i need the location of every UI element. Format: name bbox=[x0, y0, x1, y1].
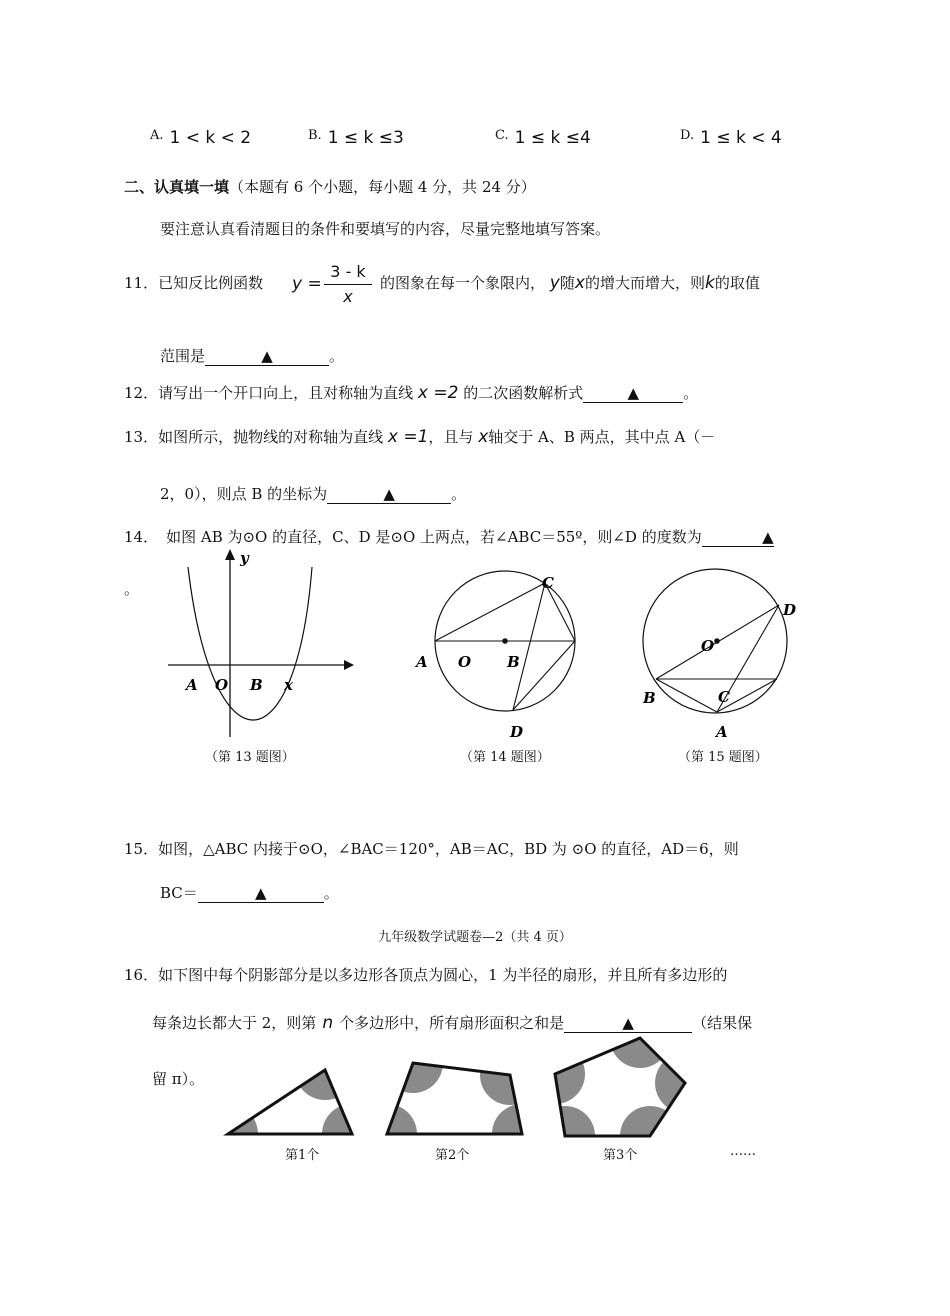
question-number: 13． bbox=[124, 428, 159, 446]
question-number: 14． bbox=[124, 528, 159, 546]
option-expr: 1 ≤ k ≤4 bbox=[514, 128, 591, 148]
label-o: O bbox=[458, 653, 472, 671]
question-text: 每条边长都大于 2，则第 bbox=[152, 1014, 317, 1032]
question-text: 随 bbox=[559, 274, 575, 292]
question-text: 如图，△ABC 内接于⊙O，∠BAC＝120°，AB＝AC，BD 为 ⊙O 的直径，AD＝6，则 bbox=[158, 840, 739, 858]
question-text: 。 bbox=[323, 884, 339, 902]
option-letter: D. bbox=[680, 128, 695, 143]
label-d: D bbox=[510, 723, 524, 741]
question-text: 请写出一个开口向上，且对称轴为直线 bbox=[158, 384, 414, 402]
answer-blank[interactable] bbox=[205, 348, 329, 366]
fraction-denominator: x bbox=[343, 287, 353, 306]
question-text: 如图所示，抛物线的对称轴为直线 bbox=[158, 428, 384, 446]
question-11-line1 bbox=[124, 272, 263, 293]
figure-16-caption-2: 第2个 bbox=[435, 1148, 470, 1163]
section-header bbox=[124, 176, 536, 197]
question-text: 的取值 bbox=[714, 274, 760, 292]
math-var: k bbox=[704, 273, 715, 293]
question-14 bbox=[124, 526, 774, 547]
page-footer: 九年级数学试题卷—2（共 4 页） bbox=[378, 930, 572, 945]
question-text: 。 bbox=[329, 347, 345, 365]
figure-16-polygons bbox=[220, 1030, 700, 1142]
blank-triangle-icon: ▲ bbox=[622, 1014, 634, 1032]
label-c: C bbox=[718, 688, 730, 706]
question-text: 2，0），则点 B 的坐标为 bbox=[160, 485, 328, 503]
figure-15-caption: （第 15 题图） bbox=[678, 750, 768, 765]
question-13-line1 bbox=[124, 426, 715, 447]
figure-16-caption-1: 第1个 bbox=[285, 1148, 320, 1163]
question-text: 的增大而增大，则 bbox=[584, 274, 705, 292]
label-d: D bbox=[783, 601, 797, 619]
label-y: y bbox=[240, 549, 249, 567]
label-b: B bbox=[507, 653, 520, 671]
question-15 bbox=[124, 838, 739, 859]
label-o: O bbox=[215, 676, 229, 694]
fraction-numerator: 3 - k bbox=[330, 262, 366, 281]
math-var: x bbox=[478, 427, 489, 447]
math-var: y bbox=[549, 273, 560, 293]
question-text: 如下图中每个阴影部分是以多边形各顶点为圆心，1 为半径的扇形，并且所有多边形的 bbox=[158, 966, 728, 984]
label-a: A bbox=[186, 676, 198, 694]
math-equation: x =2 bbox=[417, 383, 459, 403]
figure-14-circle bbox=[408, 570, 598, 745]
pentagon-sectors bbox=[525, 1030, 700, 1142]
option-b bbox=[308, 128, 404, 148]
question-16-line1 bbox=[124, 964, 727, 985]
answer-blank[interactable] bbox=[198, 885, 324, 903]
question-number: 11． bbox=[124, 274, 159, 292]
question-text: 范围是 bbox=[160, 347, 206, 365]
blank-triangle-icon: ▲ bbox=[261, 347, 273, 365]
blank-triangle-icon: ▲ bbox=[627, 384, 639, 402]
question-11-rest bbox=[380, 272, 760, 293]
section-note: （本题有 6 个小题，每小题 4 分，共 24 分） bbox=[229, 178, 536, 196]
figure-15-circle bbox=[634, 560, 814, 745]
q11-function-lhs: y = bbox=[292, 274, 322, 294]
center-dot bbox=[502, 638, 508, 644]
math-var: x bbox=[574, 273, 585, 293]
parabola-curve bbox=[188, 567, 312, 720]
label-a: A bbox=[416, 653, 428, 671]
question-16-line3: 留 π）。 bbox=[152, 1070, 205, 1088]
figure-13-caption: （第 13 题图） bbox=[205, 750, 295, 765]
question-number: 15． bbox=[124, 840, 159, 858]
question-text: 的二次函数解析式 bbox=[463, 384, 584, 402]
answer-blank[interactable] bbox=[702, 529, 774, 547]
blank-triangle-icon: ▲ bbox=[762, 528, 774, 546]
math-var: n bbox=[322, 1013, 334, 1033]
label-c: C bbox=[542, 574, 554, 592]
answer-blank[interactable] bbox=[327, 486, 451, 504]
question-15-line2 bbox=[160, 882, 339, 903]
option-c bbox=[495, 128, 591, 148]
question-text: 已知反比例函数 bbox=[158, 274, 264, 292]
label-a: A bbox=[716, 723, 728, 741]
question-number: 12． bbox=[124, 384, 159, 402]
question-text: 。 bbox=[451, 485, 467, 503]
triangle-sectors bbox=[220, 1040, 382, 1142]
option-letter: C. bbox=[495, 128, 509, 143]
question-text: BC＝ bbox=[160, 884, 198, 902]
label-b: B bbox=[643, 689, 656, 707]
question-text: 的图象在每一个象限内， bbox=[380, 274, 546, 292]
quadrilateral-sectors bbox=[357, 1033, 552, 1142]
option-d bbox=[680, 128, 782, 148]
question-13-line2 bbox=[160, 483, 466, 504]
answer-blank[interactable] bbox=[583, 385, 683, 403]
blank-triangle-icon: ▲ bbox=[255, 884, 267, 902]
option-expr: 1 ≤ k ≤3 bbox=[327, 128, 404, 148]
y-axis-arrow-icon bbox=[225, 549, 235, 560]
section-title: 二、认真填一填 bbox=[124, 178, 230, 196]
figure-16-caption-3: 第3个 bbox=[603, 1148, 638, 1163]
x-axis-arrow-icon bbox=[344, 660, 354, 670]
question-text: 如图 AB 为⊙O 的直径，C、D 是⊙O 上两点，若∠ABC＝55º，则∠D 的度数为 bbox=[166, 528, 702, 546]
label-o: O bbox=[701, 637, 715, 655]
figure-13-parabola bbox=[160, 545, 370, 740]
option-letter: B. bbox=[308, 128, 322, 143]
q11-fraction bbox=[324, 262, 372, 306]
question-12 bbox=[124, 382, 698, 403]
math-equation: x =1 bbox=[387, 427, 429, 447]
question-text: 个多边形中，所有扇形面积之和是 bbox=[339, 1014, 565, 1032]
label-x: x bbox=[284, 676, 293, 694]
chord-cd bbox=[513, 583, 545, 710]
question-14-end: 。 bbox=[124, 580, 140, 598]
option-expr: 1 ≤ k < 4 bbox=[700, 128, 782, 148]
center-dot bbox=[714, 638, 720, 644]
question-text: 轴交于 A、B 两点，其中点 A（－ bbox=[488, 428, 716, 446]
question-number: 16． bbox=[124, 966, 159, 984]
figure-16-ellipsis: …… bbox=[730, 1144, 756, 1159]
chord-ac bbox=[435, 583, 545, 641]
section-instruction: 要注意认真看清题目的条件和要填写的内容，尽量完整地填写答案。 bbox=[160, 220, 611, 238]
blank-triangle-icon: ▲ bbox=[383, 485, 395, 503]
option-a bbox=[150, 128, 251, 148]
option-expr: 1 < k < 2 bbox=[169, 128, 252, 148]
figure-14-caption: （第 14 题图） bbox=[460, 750, 550, 765]
question-text: ，且与 bbox=[428, 428, 474, 446]
label-b: B bbox=[250, 676, 263, 694]
question-text: （结果保 bbox=[692, 1014, 753, 1032]
question-text: 。 bbox=[683, 384, 699, 402]
option-letter: A. bbox=[150, 128, 164, 143]
question-11-line2 bbox=[160, 345, 344, 366]
